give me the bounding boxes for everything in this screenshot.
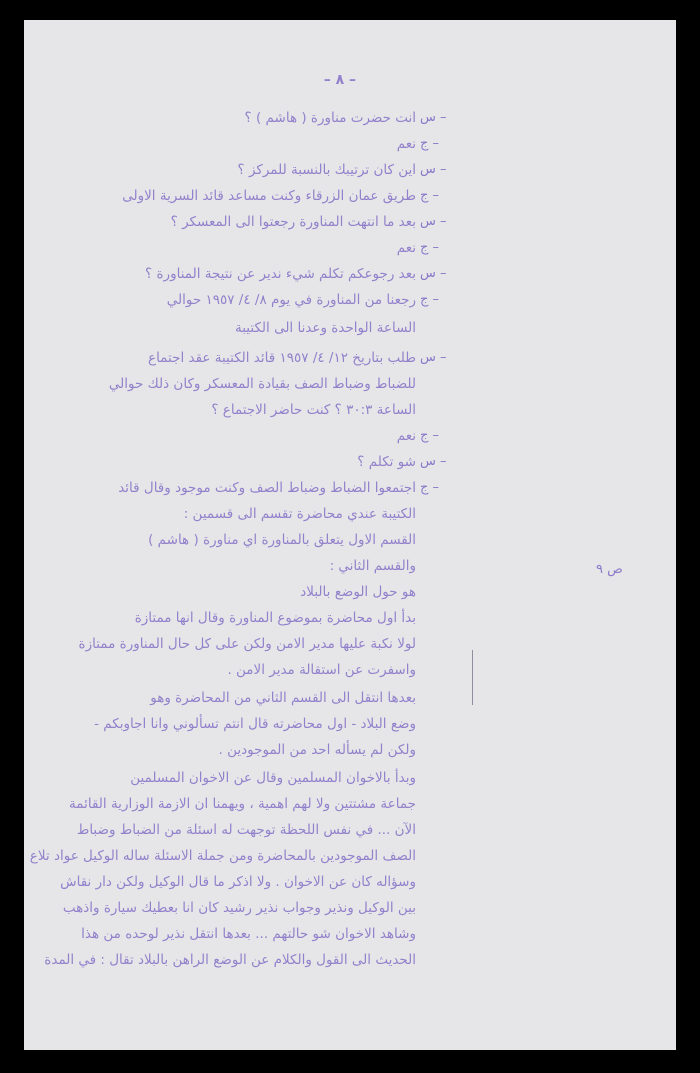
text-line: الساعة ٣٠:٣ ؟ كنت حاضر الاجتماع ؟ xyxy=(211,402,416,418)
qa-marker: س – xyxy=(420,214,447,229)
text-line: جماعة مشتتين ولا لهم اهمية ، ويهمنا ان الازمة الوزارية القائمة xyxy=(69,796,416,812)
text-line: الحديث الى القول والكلام عن الوضع الراهن بالبلاد تقال : في المدة xyxy=(44,952,416,968)
text-line: نعم xyxy=(396,428,416,444)
text-line: شو تكلم ؟ xyxy=(357,454,416,470)
text-line: طريق عمان الزرقاء وكنت مساعد قائد السرية الاولى xyxy=(122,188,416,204)
text-line: بعد ما انتهت المناورة رجعتوا الى المعسكر ؟ xyxy=(170,214,416,230)
text-line: هو حول الوضع بالبلاد xyxy=(300,584,416,600)
text-line: لولا نكبة عليها مدير الامن ولكن على كل حال المناورة ممتازة xyxy=(78,636,416,652)
text-line: والقسم الثاني : xyxy=(329,558,416,574)
page-number: – ٨ – xyxy=(323,72,356,88)
qa-marker: ج – xyxy=(420,480,440,495)
text-line: ولكن لم يسأله احد من الموجودين . xyxy=(218,742,416,758)
text-line: وسؤاله كان عن الاخوان . ولا اذكر ما قال الوكيل ولكن دار نقاش xyxy=(60,874,416,890)
text-line: القسم الاول يتعلق بالمناورة اي مناورة ( هاشم ) xyxy=(148,532,416,548)
text-line: وبدأ بالاخوان المسلمين وقال عن الاخوان المسلمين xyxy=(130,770,416,786)
text-line: بين الوكيل ونذير وجواب نذير رشيد كان انا بعطيك سيارة واذهب xyxy=(62,900,416,916)
text-line: الكتيبة عندي محاضرة تقسم الى قسمين : xyxy=(183,506,416,522)
qa-marker: ج – xyxy=(420,428,440,443)
text-line: نعم xyxy=(396,136,416,152)
text-line: انت حضرت مناورة ( هاشم ) ؟ xyxy=(244,110,416,126)
text-line: اين كان ترتيبك بالنسبة للمركز ؟ xyxy=(237,162,416,178)
qa-marker: ج – xyxy=(420,240,440,255)
text-line: اجتمعوا الضباط وضباط الصف وكنت موجود وقال قائد xyxy=(118,480,416,496)
qa-marker: س – xyxy=(420,266,447,281)
text-line: وشاهد الاخوان شو حالتهم ... بعدها انتقل نذير لوحده من هذا xyxy=(81,926,416,942)
qa-marker: س – xyxy=(420,162,447,177)
fold-mark xyxy=(472,650,473,705)
text-line: وضع البلاد - اول محاضرته قال انتم تسألوني وانا اجاوبكم - xyxy=(94,716,416,732)
text-line: طلب بتاريخ ١٢/ ٤/ ١٩٥٧ قائد الكتيبة عقد اجتماع xyxy=(148,350,416,366)
margin-note: ص ٩ xyxy=(596,562,623,577)
qa-marker: ج – xyxy=(420,136,440,151)
text-line: الساعة الواحدة وعدنا الى الكتيبة xyxy=(235,320,416,336)
text-line: نعم xyxy=(396,240,416,256)
qa-marker: س – xyxy=(420,350,447,365)
document-page xyxy=(24,20,676,1050)
qa-marker: ج – xyxy=(420,292,440,307)
qa-marker: س – xyxy=(420,110,447,125)
qa-marker: س – xyxy=(420,454,447,469)
text-line: واسفرت عن استقالة مدير الامن . xyxy=(227,662,416,678)
text-line: بعد رجوعكم تكلم شيء ندير عن نتيجة المناورة ؟ xyxy=(145,266,416,282)
text-line: بعدها انتقل الى القسم الثاني من المحاضرة وهو xyxy=(150,690,416,706)
qa-marker: ج – xyxy=(420,188,440,203)
text-line: بدأ اول محاضرة بموضوع المناورة وقال انها ممتازة xyxy=(134,610,416,626)
text-line: رجعنا من المناورة في يوم ٨/ ٤/ ١٩٥٧ حوالي xyxy=(166,292,416,308)
text-line: للضباط وضباط الصف بقيادة المعسكر وكان ذلك حوالي xyxy=(108,376,416,392)
text-line: الآن ... في نفس اللحظة توجهت له اسئلة من الضباط وضباط xyxy=(76,822,416,838)
text-line: الصف الموجودين بالمحاضرة ومن جملة الاسئلة ساله الوكيل عواد تلاع xyxy=(29,848,416,864)
